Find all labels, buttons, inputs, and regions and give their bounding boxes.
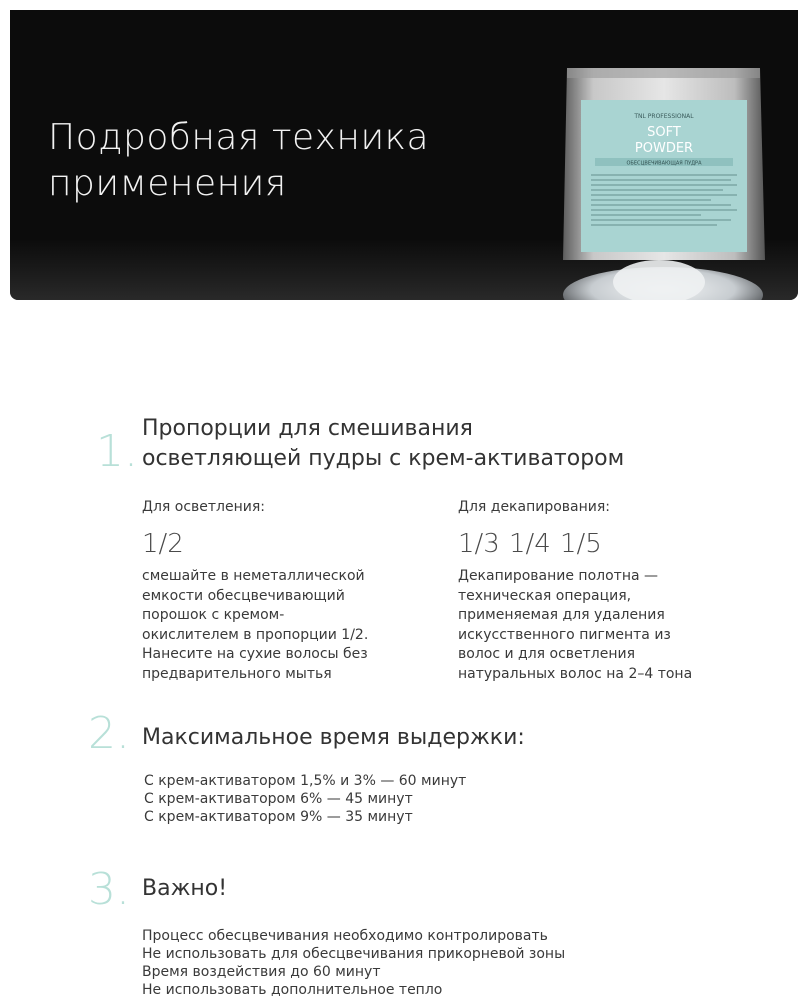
list-item: Процесс обесцвечивания необходимо контролировать [142,928,548,944]
lightening-description [142,567,368,684]
decapage-ratio: 1/5 [560,529,602,559]
package-name-line-1: SOFT [647,125,681,140]
list-item: С крем-активатором 6% — 45 минут [144,791,413,807]
decapage-line: волос и для осветления [458,646,636,662]
decapage-line: Декапирование полотна — [458,568,659,584]
package-brand-text: TNL PROFESSIONAL [634,113,694,120]
hero-title [48,115,508,207]
section-2-title: Максимальное время выдержки: [142,725,525,750]
section-1-title [142,414,624,474]
product-package-image [555,60,785,300]
important-notes-list [142,927,565,999]
section-3-number: 3. [88,864,130,915]
decapage-description [458,567,692,684]
hero-banner [10,10,798,300]
lightening-line: окислителем в пропорции 1/2. [142,626,369,643]
lightening-line: емкости обесцвечивающий [142,587,345,604]
lightening-line: предварительного мытья [142,665,332,682]
decapage-line: применяемая для удаления [458,607,665,623]
decapage-ratio: 1/3 [458,529,500,559]
lightening-line: Нанесите на сухие волосы без [142,646,368,662]
section-3-title: Важно! [142,876,228,901]
list-item: Не использовать для обесцвечивания прикорневой зоны [142,946,566,962]
section-1-title-line-2: осветляющей пудры с крем-активатором [142,446,625,471]
section-1-number: 1. [96,426,138,477]
list-item: Время воздействия до 60 минут [142,964,381,980]
lightening-line: смешайте в неметаллической [142,568,365,584]
hero-title-line-2: применения [48,163,287,204]
package-tagline: ОБЕСЦВЕЧИВАЮЩАЯ ПУДРА [626,160,702,167]
lightening-line: порошок с кремом- [142,607,285,623]
decapage-line: натуральных волос на 2–4 тона [458,665,693,682]
decapage-line: техническая операция, [458,587,632,604]
decapage-label: Для декапирования: [458,499,611,515]
lightening-ratio: 1/2 [142,529,184,559]
decapage-ratio: 1/4 [509,529,551,559]
list-item: Не использовать дополнительное тепло [142,982,443,998]
decapage-line: искусственного пигмента из [458,626,671,643]
section-1-title-line-1: Пропорции для смешивания [142,416,473,441]
hero-title-line-1: Подробная техника [48,117,430,158]
lightening-label: Для осветления: [142,499,265,515]
package-name-line-2: POWDER [634,141,694,156]
section-2-number: 2. [88,708,130,759]
exposure-time-list [144,772,466,826]
list-item: С крем-активатором 9% — 35 минут [144,809,413,825]
list-item: С крем-активатором 1,5% и 3% — 60 минут [144,773,467,789]
